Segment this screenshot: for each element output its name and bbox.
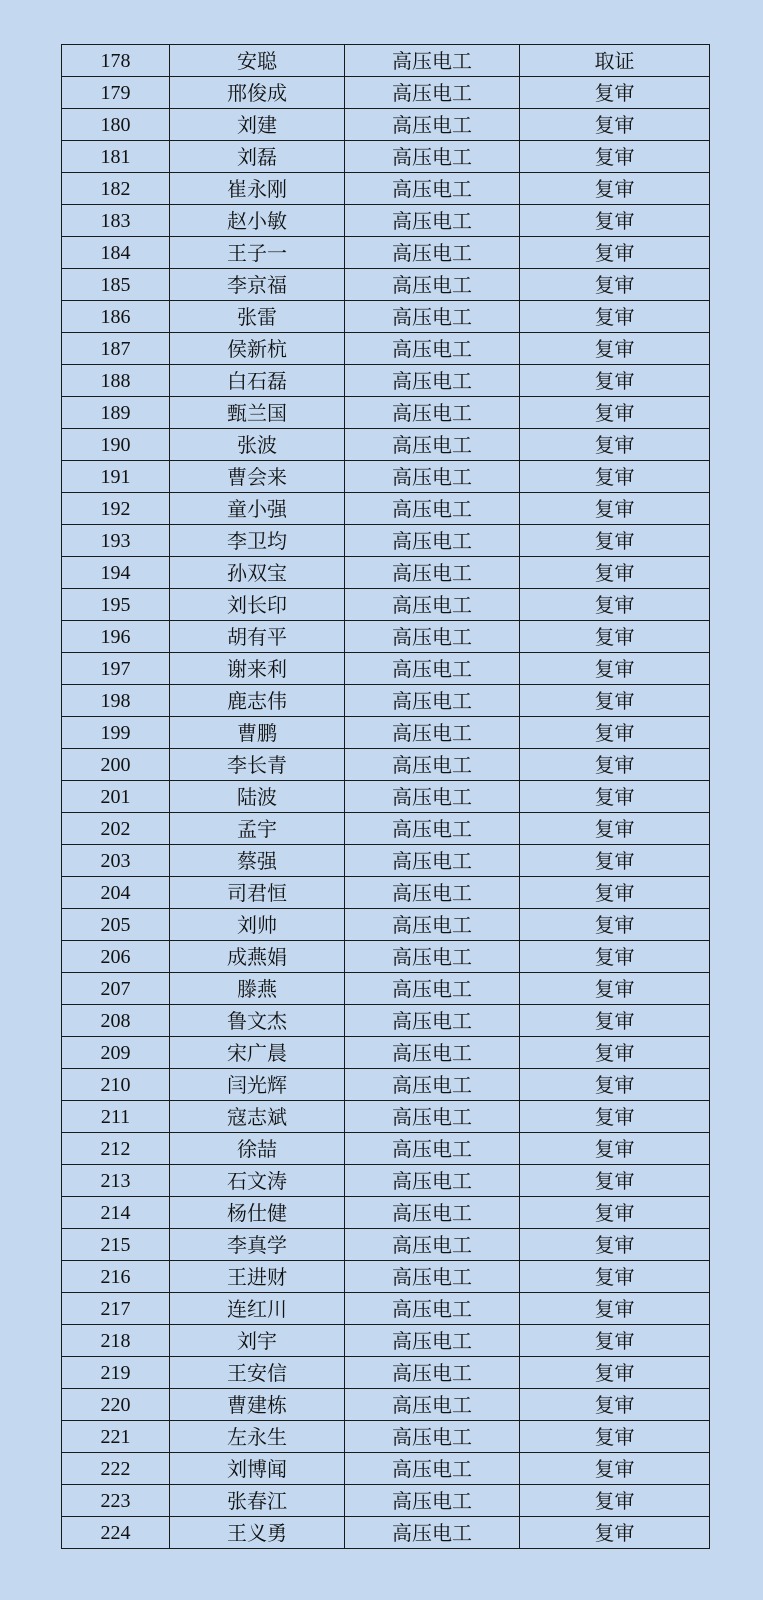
row-number-cell: 205 xyxy=(62,909,170,941)
certificate-status-cell: 复审 xyxy=(520,685,710,717)
table-row xyxy=(62,1133,710,1165)
table-row xyxy=(62,77,710,109)
row-number-cell: 202 xyxy=(62,813,170,845)
job-type-cell: 高压电工 xyxy=(345,621,520,653)
table-row xyxy=(62,365,710,397)
person-name-cell: 刘长印 xyxy=(170,589,345,621)
person-name-cell: 张雷 xyxy=(170,301,345,333)
certificate-status-cell: 复审 xyxy=(520,557,710,589)
job-type-cell: 高压电工 xyxy=(345,557,520,589)
person-name-cell: 刘磊 xyxy=(170,141,345,173)
table-row xyxy=(62,717,710,749)
row-number-cell: 198 xyxy=(62,685,170,717)
certificate-status-cell: 复审 xyxy=(520,1197,710,1229)
job-type-cell: 高压电工 xyxy=(345,813,520,845)
job-type-cell: 高压电工 xyxy=(345,1293,520,1325)
certificate-status-cell: 复审 xyxy=(520,845,710,877)
person-name-cell: 闫光辉 xyxy=(170,1069,345,1101)
table-row xyxy=(62,1421,710,1453)
person-name-cell: 王子一 xyxy=(170,237,345,269)
row-number-cell: 184 xyxy=(62,237,170,269)
row-number-cell: 192 xyxy=(62,493,170,525)
job-type-cell: 高压电工 xyxy=(345,301,520,333)
person-name-cell: 曹会来 xyxy=(170,461,345,493)
certificate-status-cell: 复审 xyxy=(520,749,710,781)
person-name-cell: 刘帅 xyxy=(170,909,345,941)
table-row xyxy=(62,237,710,269)
job-type-cell: 高压电工 xyxy=(345,1485,520,1517)
row-number-cell: 209 xyxy=(62,1037,170,1069)
job-type-cell: 高压电工 xyxy=(345,109,520,141)
person-name-cell: 侯新杭 xyxy=(170,333,345,365)
job-type-cell: 高压电工 xyxy=(345,1005,520,1037)
table-row xyxy=(62,269,710,301)
row-number-cell: 215 xyxy=(62,1229,170,1261)
row-number-cell: 180 xyxy=(62,109,170,141)
person-name-cell: 成燕娟 xyxy=(170,941,345,973)
row-number-cell: 214 xyxy=(62,1197,170,1229)
job-type-cell: 高压电工 xyxy=(345,653,520,685)
person-name-cell: 王进财 xyxy=(170,1261,345,1293)
table-row xyxy=(62,333,710,365)
job-type-cell: 高压电工 xyxy=(345,1069,520,1101)
row-number-cell: 194 xyxy=(62,557,170,589)
certificate-status-cell: 复审 xyxy=(520,1389,710,1421)
job-type-cell: 高压电工 xyxy=(345,461,520,493)
job-type-cell: 高压电工 xyxy=(345,525,520,557)
person-name-cell: 刘博闻 xyxy=(170,1453,345,1485)
person-name-cell: 邢俊成 xyxy=(170,77,345,109)
certificate-status-cell: 复审 xyxy=(520,1485,710,1517)
personnel-table xyxy=(61,44,710,1549)
row-number-cell: 200 xyxy=(62,749,170,781)
table-row xyxy=(62,557,710,589)
person-name-cell: 鹿志伟 xyxy=(170,685,345,717)
row-number-cell: 220 xyxy=(62,1389,170,1421)
job-type-cell: 高压电工 xyxy=(345,1421,520,1453)
person-name-cell: 鲁文杰 xyxy=(170,1005,345,1037)
table-row xyxy=(62,1357,710,1389)
job-type-cell: 高压电工 xyxy=(345,173,520,205)
person-name-cell: 徐喆 xyxy=(170,1133,345,1165)
job-type-cell: 高压电工 xyxy=(345,141,520,173)
job-type-cell: 高压电工 xyxy=(345,1453,520,1485)
table-row xyxy=(62,813,710,845)
certificate-status-cell: 复审 xyxy=(520,205,710,237)
table-row xyxy=(62,909,710,941)
table-row xyxy=(62,461,710,493)
table-row xyxy=(62,525,710,557)
row-number-cell: 190 xyxy=(62,429,170,461)
table-row xyxy=(62,685,710,717)
person-name-cell: 宋广晨 xyxy=(170,1037,345,1069)
job-type-cell: 高压电工 xyxy=(345,909,520,941)
certificate-status-cell: 复审 xyxy=(520,397,710,429)
job-type-cell: 高压电工 xyxy=(345,365,520,397)
table-row xyxy=(62,1005,710,1037)
table-row xyxy=(62,1325,710,1357)
job-type-cell: 高压电工 xyxy=(345,1325,520,1357)
table-row xyxy=(62,653,710,685)
job-type-cell: 高压电工 xyxy=(345,1389,520,1421)
person-name-cell: 谢来利 xyxy=(170,653,345,685)
table-row xyxy=(62,1101,710,1133)
table-row xyxy=(62,173,710,205)
certificate-status-cell: 复审 xyxy=(520,1293,710,1325)
job-type-cell: 高压电工 xyxy=(345,1261,520,1293)
job-type-cell: 高压电工 xyxy=(345,1037,520,1069)
row-number-cell: 217 xyxy=(62,1293,170,1325)
certificate-status-cell: 复审 xyxy=(520,941,710,973)
job-type-cell: 高压电工 xyxy=(345,493,520,525)
certificate-status-cell: 复审 xyxy=(520,525,710,557)
person-name-cell: 张波 xyxy=(170,429,345,461)
person-name-cell: 司君恒 xyxy=(170,877,345,909)
table-row xyxy=(62,1261,710,1293)
certificate-status-cell: 复审 xyxy=(520,589,710,621)
certificate-status-cell: 复审 xyxy=(520,333,710,365)
row-number-cell: 187 xyxy=(62,333,170,365)
row-number-cell: 224 xyxy=(62,1517,170,1549)
person-name-cell: 李京福 xyxy=(170,269,345,301)
table-row xyxy=(62,1165,710,1197)
row-number-cell: 178 xyxy=(62,45,170,77)
table-row xyxy=(62,1229,710,1261)
person-name-cell: 杨仕健 xyxy=(170,1197,345,1229)
certificate-status-cell: 复审 xyxy=(520,781,710,813)
certificate-status-cell: 复审 xyxy=(520,973,710,1005)
job-type-cell: 高压电工 xyxy=(345,845,520,877)
table-row xyxy=(62,1485,710,1517)
certificate-status-cell: 复审 xyxy=(520,429,710,461)
row-number-cell: 203 xyxy=(62,845,170,877)
table-row xyxy=(62,621,710,653)
table-row xyxy=(62,1453,710,1485)
job-type-cell: 高压电工 xyxy=(345,781,520,813)
person-name-cell: 陆波 xyxy=(170,781,345,813)
certificate-status-cell: 复审 xyxy=(520,1325,710,1357)
person-name-cell: 胡有平 xyxy=(170,621,345,653)
certificate-status-cell: 复审 xyxy=(520,909,710,941)
table-row xyxy=(62,45,710,77)
table-row xyxy=(62,1389,710,1421)
job-type-cell: 高压电工 xyxy=(345,685,520,717)
job-type-cell: 高压电工 xyxy=(345,1133,520,1165)
person-name-cell: 崔永刚 xyxy=(170,173,345,205)
certificate-status-cell: 复审 xyxy=(520,1229,710,1261)
person-name-cell: 张春江 xyxy=(170,1485,345,1517)
row-number-cell: 210 xyxy=(62,1069,170,1101)
certificate-status-cell: 取证 xyxy=(520,45,710,77)
table-row xyxy=(62,109,710,141)
person-name-cell: 李卫均 xyxy=(170,525,345,557)
person-name-cell: 寇志斌 xyxy=(170,1101,345,1133)
person-name-cell: 李真学 xyxy=(170,1229,345,1261)
row-number-cell: 216 xyxy=(62,1261,170,1293)
table-row xyxy=(62,973,710,1005)
job-type-cell: 高压电工 xyxy=(345,877,520,909)
row-number-cell: 191 xyxy=(62,461,170,493)
row-number-cell: 208 xyxy=(62,1005,170,1037)
table-row xyxy=(62,877,710,909)
person-name-cell: 王安信 xyxy=(170,1357,345,1389)
person-name-cell: 孟宇 xyxy=(170,813,345,845)
row-number-cell: 195 xyxy=(62,589,170,621)
row-number-cell: 211 xyxy=(62,1101,170,1133)
table-row xyxy=(62,1293,710,1325)
person-name-cell: 刘建 xyxy=(170,109,345,141)
certificate-status-cell: 复审 xyxy=(520,365,710,397)
certificate-status-cell: 复审 xyxy=(520,269,710,301)
row-number-cell: 179 xyxy=(62,77,170,109)
certificate-status-cell: 复审 xyxy=(520,77,710,109)
table-row xyxy=(62,205,710,237)
job-type-cell: 高压电工 xyxy=(345,589,520,621)
row-number-cell: 199 xyxy=(62,717,170,749)
row-number-cell: 196 xyxy=(62,621,170,653)
certificate-status-cell: 复审 xyxy=(520,653,710,685)
certificate-status-cell: 复审 xyxy=(520,877,710,909)
certificate-status-cell: 复审 xyxy=(520,1133,710,1165)
certificate-status-cell: 复审 xyxy=(520,1005,710,1037)
person-name-cell: 甄兰国 xyxy=(170,397,345,429)
job-type-cell: 高压电工 xyxy=(345,1197,520,1229)
table-row xyxy=(62,1197,710,1229)
certificate-status-cell: 复审 xyxy=(520,1261,710,1293)
certificate-status-cell: 复审 xyxy=(520,1165,710,1197)
row-number-cell: 213 xyxy=(62,1165,170,1197)
person-name-cell: 王义勇 xyxy=(170,1517,345,1549)
table-row xyxy=(62,749,710,781)
person-name-cell: 童小强 xyxy=(170,493,345,525)
person-name-cell: 曹鹏 xyxy=(170,717,345,749)
certificate-status-cell: 复审 xyxy=(520,1517,710,1549)
row-number-cell: 183 xyxy=(62,205,170,237)
table-row xyxy=(62,941,710,973)
row-number-cell: 219 xyxy=(62,1357,170,1389)
job-type-cell: 高压电工 xyxy=(345,717,520,749)
table-row xyxy=(62,1069,710,1101)
certificate-status-cell: 复审 xyxy=(520,237,710,269)
person-name-cell: 孙双宝 xyxy=(170,557,345,589)
certificate-status-cell: 复审 xyxy=(520,1421,710,1453)
job-type-cell: 高压电工 xyxy=(345,1165,520,1197)
job-type-cell: 高压电工 xyxy=(345,269,520,301)
job-type-cell: 高压电工 xyxy=(345,429,520,461)
person-name-cell: 赵小敏 xyxy=(170,205,345,237)
job-type-cell: 高压电工 xyxy=(345,1517,520,1549)
row-number-cell: 186 xyxy=(62,301,170,333)
job-type-cell: 高压电工 xyxy=(345,45,520,77)
person-name-cell: 安聪 xyxy=(170,45,345,77)
certificate-status-cell: 复审 xyxy=(520,109,710,141)
personnel-table-body xyxy=(62,45,710,1549)
row-number-cell: 189 xyxy=(62,397,170,429)
table-row xyxy=(62,1037,710,1069)
certificate-status-cell: 复审 xyxy=(520,813,710,845)
certificate-status-cell: 复审 xyxy=(520,1101,710,1133)
person-name-cell: 滕燕 xyxy=(170,973,345,1005)
table-row xyxy=(62,397,710,429)
job-type-cell: 高压电工 xyxy=(345,941,520,973)
row-number-cell: 204 xyxy=(62,877,170,909)
job-type-cell: 高压电工 xyxy=(345,237,520,269)
row-number-cell: 218 xyxy=(62,1325,170,1357)
row-number-cell: 201 xyxy=(62,781,170,813)
person-name-cell: 曹建栋 xyxy=(170,1389,345,1421)
certificate-status-cell: 复审 xyxy=(520,461,710,493)
table-row xyxy=(62,781,710,813)
job-type-cell: 高压电工 xyxy=(345,77,520,109)
certificate-status-cell: 复审 xyxy=(520,141,710,173)
person-name-cell: 李长青 xyxy=(170,749,345,781)
table-row xyxy=(62,141,710,173)
certificate-status-cell: 复审 xyxy=(520,1453,710,1485)
job-type-cell: 高压电工 xyxy=(345,1229,520,1261)
job-type-cell: 高压电工 xyxy=(345,1357,520,1389)
certificate-status-cell: 复审 xyxy=(520,1037,710,1069)
person-name-cell: 左永生 xyxy=(170,1421,345,1453)
row-number-cell: 212 xyxy=(62,1133,170,1165)
table-row xyxy=(62,1517,710,1549)
certificate-status-cell: 复审 xyxy=(520,173,710,205)
table-row xyxy=(62,429,710,461)
certificate-status-cell: 复审 xyxy=(520,717,710,749)
person-name-cell: 白石磊 xyxy=(170,365,345,397)
job-type-cell: 高压电工 xyxy=(345,749,520,781)
table-row xyxy=(62,493,710,525)
person-name-cell: 刘宇 xyxy=(170,1325,345,1357)
row-number-cell: 207 xyxy=(62,973,170,1005)
table-row xyxy=(62,845,710,877)
row-number-cell: 197 xyxy=(62,653,170,685)
job-type-cell: 高压电工 xyxy=(345,397,520,429)
table-row xyxy=(62,301,710,333)
job-type-cell: 高压电工 xyxy=(345,973,520,1005)
row-number-cell: 223 xyxy=(62,1485,170,1517)
person-name-cell: 石文涛 xyxy=(170,1165,345,1197)
table-row xyxy=(62,589,710,621)
person-name-cell: 蔡强 xyxy=(170,845,345,877)
row-number-cell: 188 xyxy=(62,365,170,397)
row-number-cell: 182 xyxy=(62,173,170,205)
job-type-cell: 高压电工 xyxy=(345,1101,520,1133)
row-number-cell: 181 xyxy=(62,141,170,173)
job-type-cell: 高压电工 xyxy=(345,333,520,365)
row-number-cell: 206 xyxy=(62,941,170,973)
row-number-cell: 185 xyxy=(62,269,170,301)
certificate-status-cell: 复审 xyxy=(520,621,710,653)
row-number-cell: 221 xyxy=(62,1421,170,1453)
row-number-cell: 193 xyxy=(62,525,170,557)
certificate-status-cell: 复审 xyxy=(520,1069,710,1101)
job-type-cell: 高压电工 xyxy=(345,205,520,237)
person-name-cell: 连红川 xyxy=(170,1293,345,1325)
certificate-status-cell: 复审 xyxy=(520,493,710,525)
certificate-status-cell: 复审 xyxy=(520,1357,710,1389)
row-number-cell: 222 xyxy=(62,1453,170,1485)
certificate-status-cell: 复审 xyxy=(520,301,710,333)
